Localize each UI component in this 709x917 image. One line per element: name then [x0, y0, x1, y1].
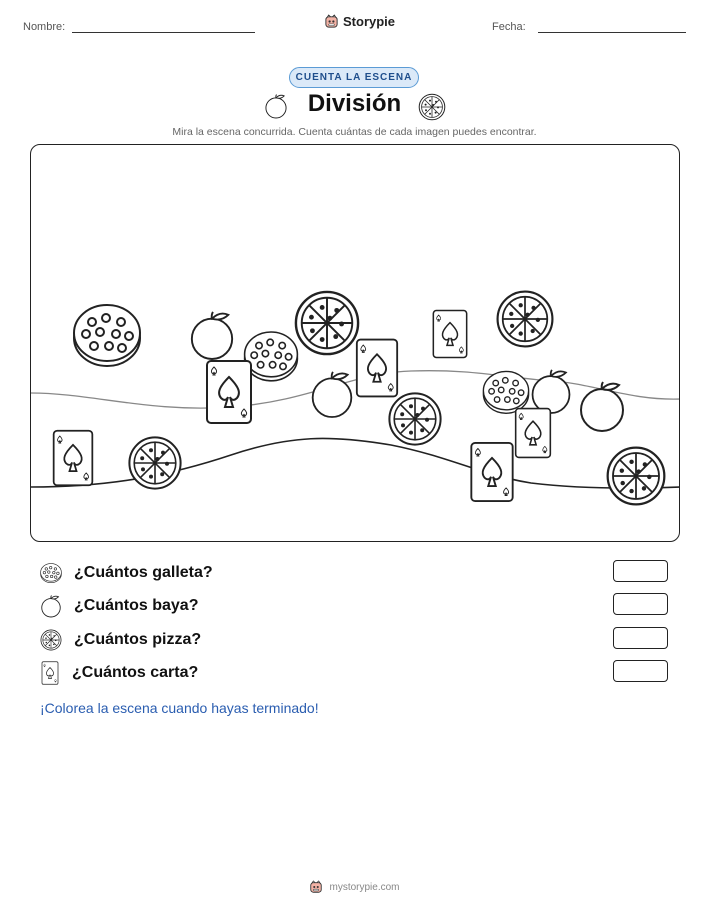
question-text: ¿Cuántos carta? [72, 664, 199, 681]
scene-berry-icon [533, 370, 570, 413]
scene-pizza-icon [608, 448, 665, 505]
question-text: ¿Cuántos pizza? [74, 631, 202, 648]
card-icon [40, 661, 60, 685]
answer-box-pizza[interactable] [613, 627, 668, 649]
question-row-berry [40, 593, 198, 619]
scene-cookie-icon [74, 305, 140, 366]
answer-box-card[interactable] [613, 660, 668, 682]
scene-card-icon [54, 431, 93, 485]
front-hill-line [31, 438, 680, 488]
question-row-pizza [40, 627, 201, 653]
date-label: Fecha: [492, 21, 526, 33]
scene-frame [30, 144, 680, 542]
question-text: ¿Cuántos galleta? [74, 564, 213, 581]
scene-card-icon [357, 340, 397, 397]
scene-card-icon [207, 361, 251, 423]
scene-pizza-icon [296, 292, 358, 354]
brand-logo [324, 14, 395, 29]
scene-berry-icon [313, 372, 352, 417]
scene-card-icon [516, 409, 551, 458]
pizza-icon [40, 629, 62, 651]
instructions: Mira la escena concurrida. Cuenta cuántas de cada imagen puedes encontrar. [172, 126, 537, 138]
scene-pizza-icon [498, 292, 553, 347]
scene-card-icon [433, 311, 466, 358]
scene-cookie-icon [245, 332, 298, 381]
footer [0, 880, 709, 894]
pizza-icon [418, 93, 446, 121]
cookie-icon [40, 562, 62, 584]
coloring-note: ¡Colorea la escena cuando hayas terminado! [40, 700, 319, 716]
activity-badge: CUENTA LA ESCENA [289, 67, 419, 88]
question-row-cookie [40, 560, 213, 586]
question-text: ¿Cuántos baya? [74, 597, 199, 614]
name-label: Nombre: [23, 21, 66, 33]
berry-icon [40, 594, 62, 618]
answer-box-cookie[interactable] [613, 560, 668, 582]
scene-cookie-icon [483, 371, 528, 413]
scene-berry-icon [192, 312, 232, 359]
scene-pizza-icon [389, 393, 440, 444]
scene-berry-icon [581, 382, 623, 431]
footer-url[interactable]: mystorypie.com [329, 881, 400, 893]
scene-pizza-icon [129, 437, 180, 488]
mascot-icon [324, 14, 339, 29]
mascot-icon [309, 880, 323, 894]
question-row-card [40, 660, 198, 686]
name-field[interactable] [72, 32, 255, 33]
scene-illustration[interactable] [31, 145, 680, 542]
answer-box-berry[interactable] [613, 593, 668, 615]
page-title: División [307, 90, 402, 117]
date-field[interactable] [538, 32, 686, 33]
brand-name: Storypie [343, 14, 396, 29]
scene-card-icon [471, 443, 512, 501]
